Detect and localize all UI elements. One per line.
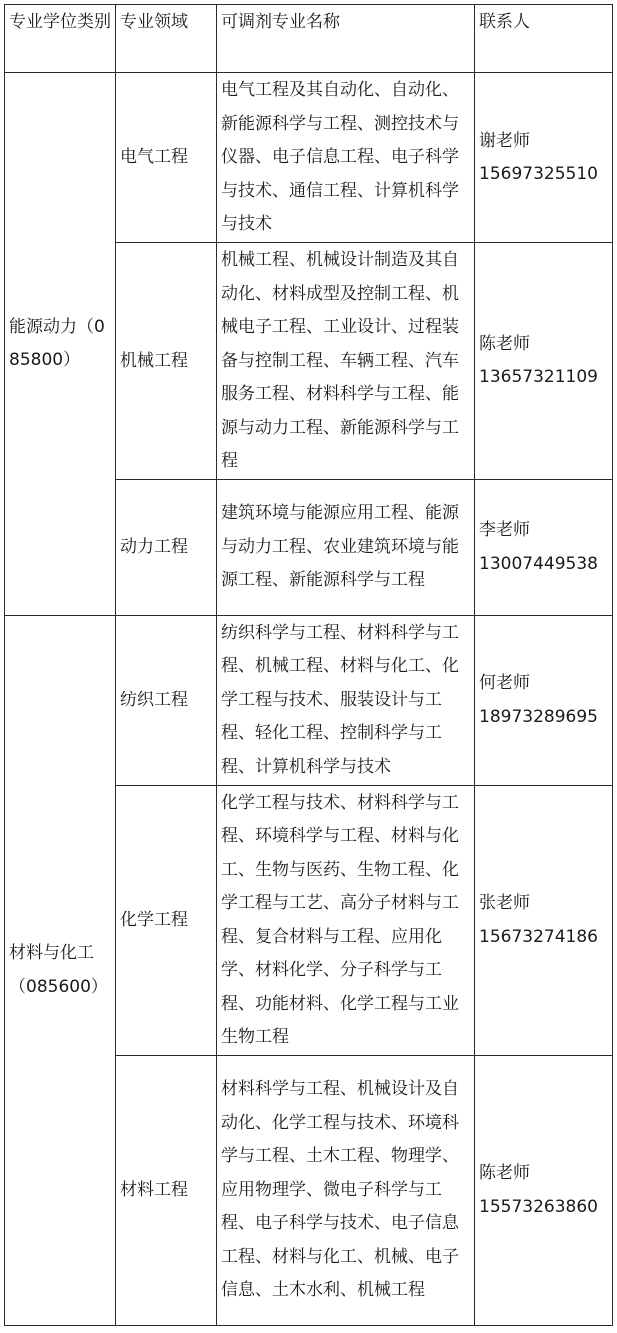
majors-cell: 纺织科学与工程、材料科学与工程、机械工程、材料与化工、化学工程与技术、服装设计与工程、轻化工程、控制科学与工程、计算机科学与技术	[217, 615, 475, 785]
header-contact: 联系人	[475, 5, 613, 73]
field-cell: 纺织工程	[116, 615, 217, 785]
contact-cell	[475, 1055, 613, 1325]
contact-name: 谢老师	[479, 130, 530, 151]
contact-name: 何老师	[479, 673, 530, 693]
adjustment-table	[4, 4, 613, 1326]
majors-cell: 材料科学与工程、机械设计及自动化、化学工程与技术、环境科学与工程、土木工程、物理学、应用物理学、微电子科学与工程、电子科学与技术、电子信息工程、材料与化工、机械、电子信息、土木水利、机械工程	[217, 1055, 475, 1325]
contact-phone: 13657321109	[479, 367, 598, 388]
field-cell: 化学工程	[116, 785, 217, 1055]
header-category: 专业学位类别	[5, 5, 116, 73]
contact-name: 张老师	[479, 893, 530, 913]
contact-name: 李老师	[479, 520, 530, 540]
contact-name: 陈老师	[479, 1163, 530, 1183]
majors-cell: 建筑环境与能源应用工程、能源与动力工程、农业建筑环境与能源工程、新能源科学与工程	[217, 479, 475, 615]
field-cell: 电气工程	[116, 73, 217, 243]
contact-cell	[475, 243, 613, 480]
contact-phone: 13007449538	[479, 553, 598, 574]
category-cell: 能源动力（085800）	[5, 73, 116, 616]
majors-cell: 化学工程与技术、材料科学与工程、环境科学与工程、材料与化工、生物与医药、生物工程、化学工程与工艺、高分子材料与工程、复合材料与工程、应用化学、材料化学、分子科学与工程、功能材料、化学工程与工业生物工程	[217, 785, 475, 1055]
contact-phone: 15697325510	[479, 164, 598, 184]
category-cell: 材料与化工（085600）	[5, 615, 116, 1325]
contact-phone: 18973289695	[479, 706, 598, 727]
contact-phone: 15573263860	[479, 1196, 598, 1217]
majors-cell: 电气工程及其自动化、自动化、新能源科学与工程、测控技术与仪器、电子信息工程、电子科学与技术、通信工程、计算机科学与技术	[217, 73, 475, 243]
field-cell: 机械工程	[116, 243, 217, 480]
table-row	[5, 73, 613, 243]
contact-cell	[475, 785, 613, 1055]
contact-phone: 15673274186	[479, 926, 598, 947]
field-cell: 动力工程	[116, 479, 217, 615]
header-field: 专业领域	[116, 5, 217, 73]
majors-cell: 机械工程、机械设计制造及其自动化、材料成型及控制工程、机械电子工程、工业设计、过程装备与控制工程、车辆工程、汽车服务工程、材料科学与工程、能源与动力工程、新能源科学与工程	[217, 243, 475, 480]
table-header-row	[5, 5, 613, 73]
field-cell: 材料工程	[116, 1055, 217, 1325]
header-majors: 可调剂专业名称	[217, 5, 475, 73]
table-row	[5, 615, 613, 785]
contact-name: 陈老师	[479, 333, 530, 354]
contact-cell	[475, 479, 613, 615]
contact-cell	[475, 73, 613, 243]
contact-cell	[475, 615, 613, 785]
